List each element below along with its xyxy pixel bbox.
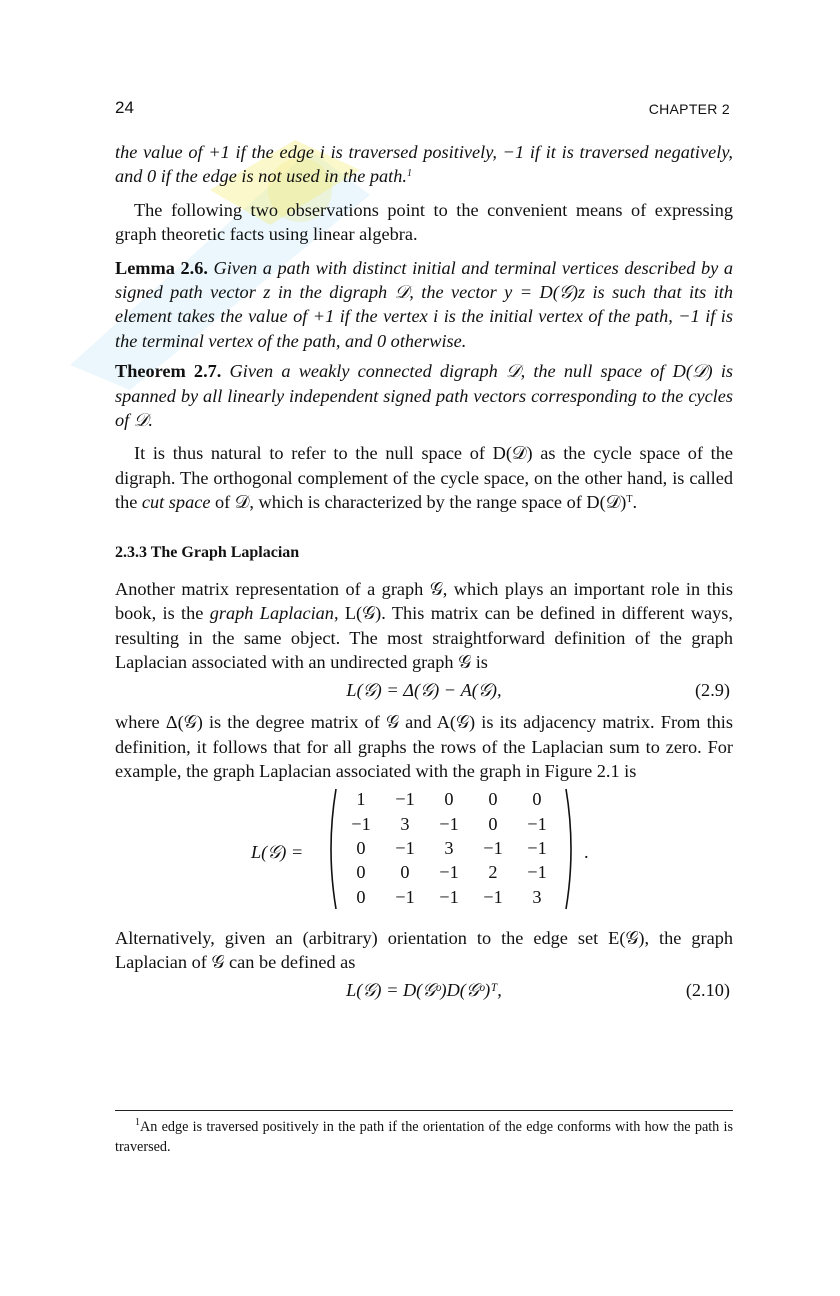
theorem-label: Theorem 2.7.	[115, 361, 222, 382]
matrix-label: L(𝒢) =	[251, 841, 304, 862]
section-title: The Graph Laplacian	[150, 543, 300, 561]
right-paren-icon	[564, 788, 578, 910]
footnote-rule	[115, 1110, 733, 1111]
matrix-cell: −1	[439, 813, 459, 834]
lemma-2-6	[115, 256, 733, 354]
equation-2-9-label: (2.9)	[694, 680, 730, 701]
matrix-cell: −1	[395, 886, 415, 907]
intro-paragraph: the value of +1 if the edge i is traversed positively, −1 if it is traversed negatively, and 0 if the edge is not used in the path.$^1$	[115, 142, 733, 187]
equation-2-10-expression: L(𝒢) = D(𝒢ᵒ)D(𝒢ᵒ)ᵀ,	[346, 980, 502, 1001]
footnote	[115, 1117, 733, 1157]
footnote-text: An edge is traversed positively in the path if the orientation of the edge conforms with how the path is traversed.	[115, 1119, 733, 1155]
degree-matrix-paragraph: where Δ(𝒢) is the degree matrix of 𝒢 and A(𝒢) is its adjacency matrix. From this definition, it follows that for all graphs the rows of the Laplacian sum to zero. For example, the graph Laplacian associated with the graph in Figure 2.1 is	[115, 712, 733, 782]
matrix-row	[339, 812, 559, 836]
matrix-cell: 0	[444, 789, 454, 810]
matrix-cell: −1	[527, 862, 547, 883]
equation-2-9	[115, 674, 733, 710]
matrix-cell: −1	[527, 838, 547, 858]
matrix-row	[339, 788, 559, 812]
cycle-space-paragraph: It is thus natural to refer to the null space of D(𝒟) as the cycle space of the digraph. The orthogonal complement of the cycle space, on the other hand, is called the cut space of 𝒟, which is characterized by the range space of D(𝒟)$^T$.	[115, 443, 733, 513]
page-body	[115, 140, 733, 1010]
matrix-row	[339, 861, 559, 885]
matrix-cell: 0	[532, 789, 542, 810]
matrix-cell: 0	[488, 813, 498, 834]
page-number: 24	[115, 98, 134, 117]
footnote-number: 1	[135, 1117, 140, 1128]
laplacian-matrix	[115, 786, 733, 926]
matrix-cell: 0	[400, 862, 410, 883]
theorem-2-7	[115, 359, 733, 432]
matrix-row	[339, 836, 559, 860]
matrix-cell: −1	[395, 838, 415, 858]
equation-2-10	[115, 974, 733, 1010]
theorem-text: Given a weakly connected digraph 𝒟, the null space of D(𝒟) is spanned by all linearly independent signed path vectors corresponding to the cycles of 𝒟.	[115, 361, 734, 431]
section-number: 2.3.3	[115, 543, 147, 561]
matrix-cell: −1	[439, 886, 459, 907]
matrix-cell: −1	[483, 838, 503, 858]
lemma-label: Lemma 2.6.	[115, 257, 208, 278]
matrix-cell: 2	[488, 862, 498, 883]
matrix-cell: −1	[395, 789, 415, 810]
laplacian-paragraph: Another matrix representation of a graph 𝒢, which plays an important role in this book, is the graph Laplacian, L(𝒢). This matrix can be defined in different ways, resulting in the same object. The most straightforward definition of the graph Laplacian associated with an undirected graph 𝒢 is	[115, 578, 733, 672]
matrix-cell: 0	[356, 862, 366, 883]
alternative-definition-paragraph: Alternatively, given an (arbitrary) orientation to the edge set E(𝒢), the graph Laplacian of 𝒢 can be defined as	[115, 927, 733, 972]
cut-space-term: cut space	[141, 492, 211, 513]
left-paren-icon	[324, 788, 338, 910]
lemma-text: Given a path with distinct initial and terminal vertices described by a signed path vector z in the digraph 𝒟, the vector y = D(𝒢)z is such that its ith element takes the value of +1 if the vertex i is the initial vertex of the path, −1 if is the terminal vertex of the path, and 0 otherwise.	[115, 257, 733, 351]
matrix-cell: 0	[356, 838, 366, 858]
equation-2-9-expression: L(𝒢) = Δ(𝒢) − A(𝒢),	[346, 680, 502, 701]
graph-laplacian-term: graph Laplacian	[209, 603, 334, 624]
matrix-cell: −1	[439, 862, 459, 883]
matrix-cell: 0	[356, 886, 366, 907]
matrix-cell: −1	[351, 813, 371, 834]
matrix-cell: 3	[532, 886, 542, 907]
chapter-label: CHAPTER 2	[648, 101, 730, 117]
matrix-cell: 3	[400, 813, 410, 834]
matrix-cell: 0	[488, 789, 498, 810]
matrix-period: .	[584, 841, 589, 862]
matrix-grid	[339, 788, 559, 910]
matrix-cell: −1	[527, 813, 547, 834]
observations-paragraph: The following two observations point to the convenient means of expressing graph theoretic facts using linear algebra.	[115, 199, 733, 245]
matrix-cell: 3	[444, 838, 454, 858]
footnote-marker: 1	[406, 168, 412, 180]
matrix-cell: 1	[356, 789, 366, 810]
running-header	[115, 98, 733, 122]
matrix-row	[339, 885, 559, 909]
matrix-cell: −1	[483, 886, 503, 907]
section-heading	[115, 544, 733, 562]
equation-2-10-label: (2.10)	[685, 980, 730, 1001]
